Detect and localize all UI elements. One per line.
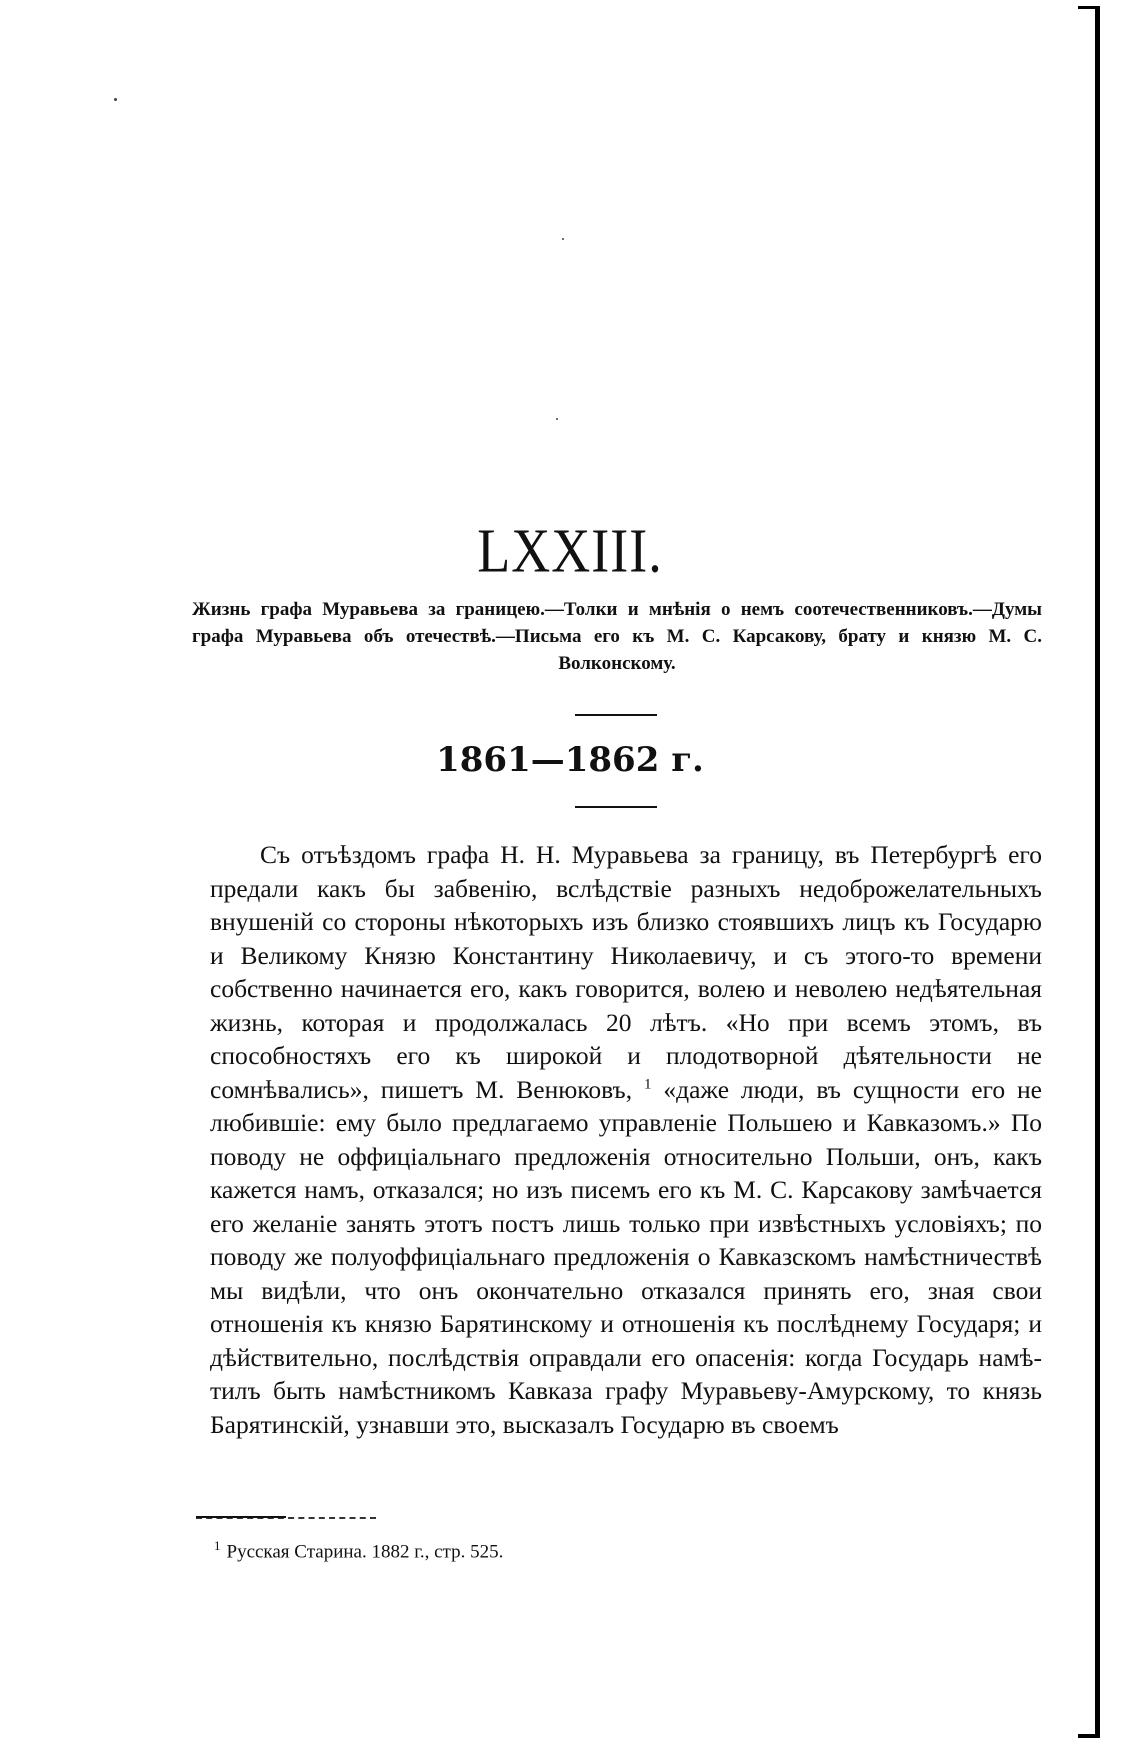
paper-speck <box>562 238 564 240</box>
footnote-reference: 1 <box>643 1076 652 1092</box>
chapter-number: LXXIII. <box>477 516 663 586</box>
page-edge-tick-bottom <box>1078 1734 1100 1738</box>
body-paragraph <box>210 838 1042 1441</box>
body-text-part-2: «даже люди, въ сущности его не любившіе: ему было предлагаемо управленіе Польшею и Кавказомъ.» По поводу не оффиціальнаго предложенія относительно Польши, онъ, какъ кажется намъ, отказался; но изъ писемъ его къ М. С. Карсакову замѣчается его желаніе занять этотъ постъ лишь только при извѣстныхъ условіяхъ; по поводу же полуоффиціальнаго предложенія о Кавказскомъ намѣстничествѣ мы видѣли, что онъ окончательно отказался принять его, зная свои отношенія къ князю Барятинскому и отношенія къ послѣднему Государя; и дѣйствительно, послѣдствія оправдали его опасенія: когда Государь намѣтилъ быть намѣстникомъ Кавказа графу Муравьеву-Амурскому, то князь Барятинскій, узнавши это, высказалъ Государю въ своемъ <box>210 1074 1042 1439</box>
footnote-text: Русская Старина. 1882 г., стр. 525. <box>226 1541 504 1563</box>
divider-rule-bottom <box>575 806 657 808</box>
footnote-mark: 1 <box>214 1538 221 1553</box>
footnote-separator <box>196 1516 286 1518</box>
paper-speck <box>556 418 558 420</box>
paper-speck <box>114 98 117 101</box>
page-edge-tick-top <box>1078 6 1100 9</box>
chapter-summary: Жизнь графа Муравьева за границею.—Толки и мнѣнія о немъ соотечественниковъ.—Думы графа Муравьева объ отечествѣ.—Письма его къ М. С. Карсакову, брату и князю М. С. Волконскому. <box>192 599 1042 674</box>
page-edge-line <box>1095 6 1100 1738</box>
divider-rule-top <box>575 714 657 716</box>
footnote <box>214 1538 503 1563</box>
chapter-years: 1861—1862 г. <box>436 740 704 780</box>
body-text-part-1: Съ отъѣздомъ графа Н. Н. Муравьева за границу, въ Петербургѣ его предали какъ бы забвенію, вслѣдствіе разныхъ недоброжелательныхъ внушеній со стороны нѣкоторыхъ изъ близко стоявшихъ лицъ къ Государю и Великому Князю Константину Николаевичу, и съ этого-то времени собственно начинается его, какъ говорится, волею и неволею недѣятельная жизнь, которая и продолжалась 20 лѣтъ. «Но при всемъ этомъ, въ способностяхъ его къ широкой и плодотворной дѣятельности не сомнѣвались», пишетъ М. Венюковъ, <box>210 840 1042 1104</box>
